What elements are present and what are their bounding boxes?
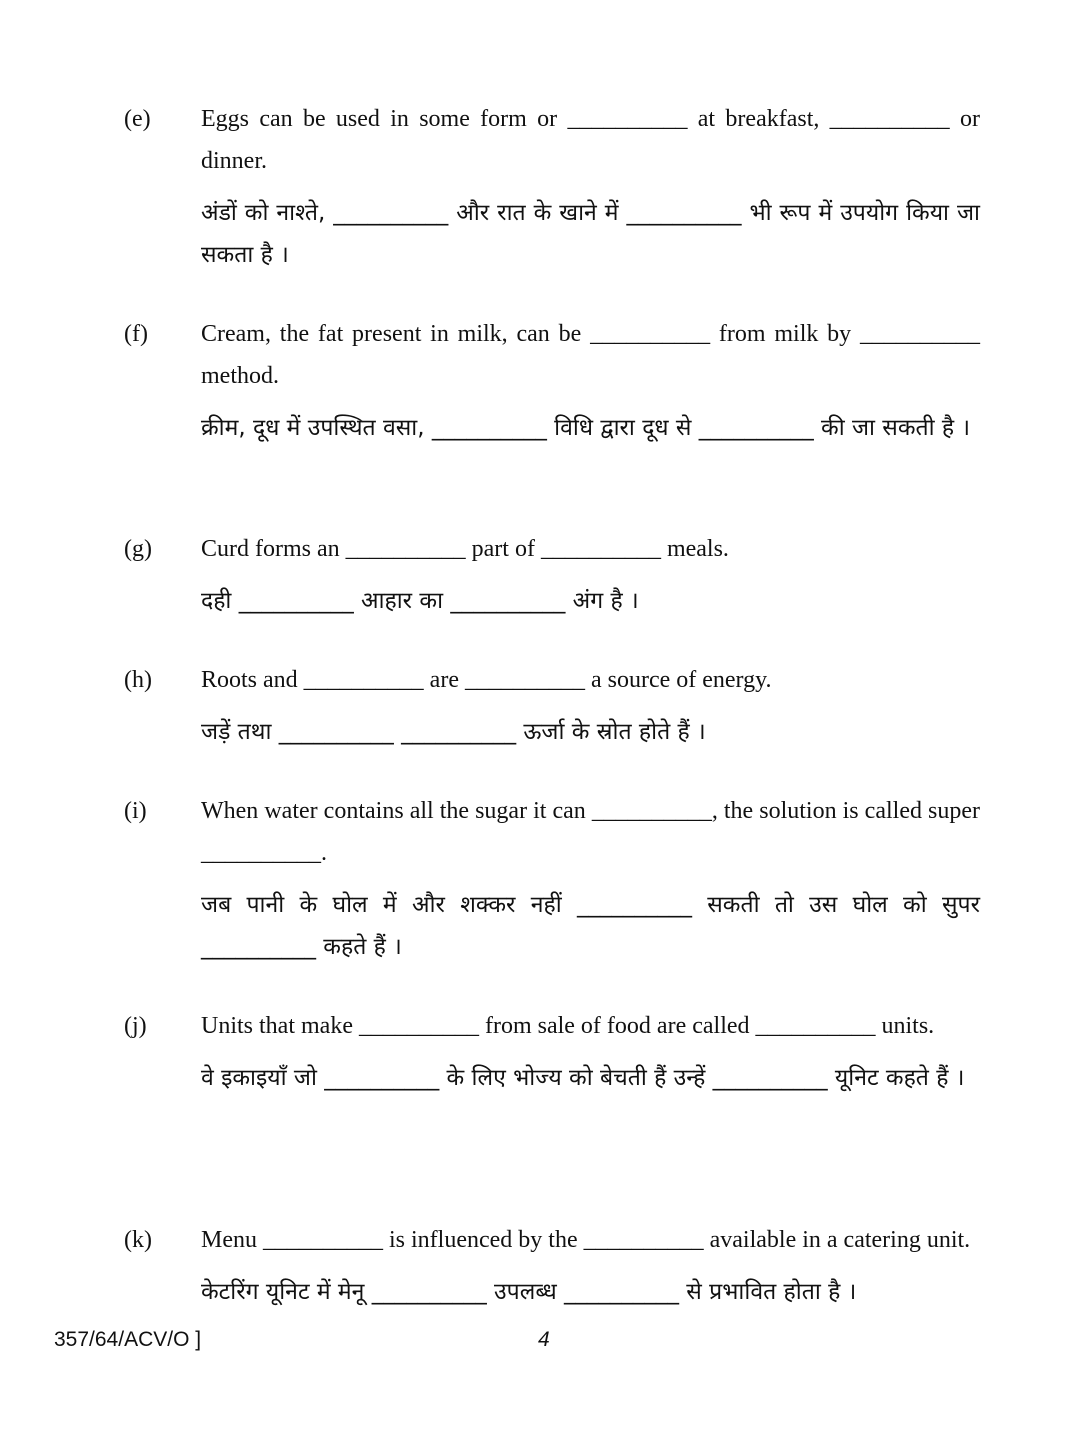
question-body (201, 98, 980, 276)
question-label: (f) (124, 321, 148, 347)
question-label: (e) (124, 106, 151, 132)
question-text-english: Eggs can be used in some form or __________ at breakfast, __________ or dinner. (201, 106, 980, 174)
question-text-hindi: अंडों को नाश्ते, __________ और रात के खाने में __________ भी रूप में उपयोग किया जा सकता है । (201, 200, 980, 268)
question-body (201, 790, 980, 968)
question-label: (h) (124, 667, 152, 693)
question-text-hindi: जड़ें तथा __________ __________ ऊर्जा के स्रोत होते हैं । (201, 719, 706, 745)
question-label: (j) (124, 1013, 147, 1039)
question-text-hindi: दही __________ आहार का __________ अंग है । (201, 588, 639, 614)
question-label: (g) (124, 536, 152, 562)
question-label: (k) (124, 1227, 152, 1253)
question-body (201, 528, 980, 622)
question-text-english: Menu __________ is influenced by the __________ available in a catering unit. (201, 1227, 971, 1253)
question-text-hindi: केटरिंग यूनिट में मेनू __________ उपलब्ध __________ से प्रभावित होता है । (201, 1279, 857, 1305)
question-body (201, 659, 980, 753)
question-text-english: Roots and __________ are __________ a source of energy. (201, 667, 772, 693)
question-text-english: Curd forms an __________ part of __________ meals. (201, 536, 729, 562)
question-body (201, 313, 980, 449)
question-text-english: Units that make __________ from sale of food are called __________ units. (201, 1013, 935, 1039)
page-number: 4 (538, 1328, 550, 1351)
question-text-english: Cream, the fat present in milk, can be __________ from milk by __________ method. (201, 321, 980, 389)
question-text-hindi: वे इकाइयाँ जो __________ के लिए भोज्य को बेचती हैं उन्हें __________ यूनिट कहते हैं । (201, 1065, 965, 1091)
question-body (201, 1219, 980, 1313)
paper-code: 357/64/ACV/O ] (54, 1328, 202, 1351)
question-text-hindi: जब पानी के घोल में और शक्कर नहीं __________ सकती तो उस घोल को सुपर __________ कहते हैं । (201, 892, 980, 960)
question-text-hindi: क्रीम, दूध में उपस्थित वसा, __________ विधि द्वारा दूध से __________ की जा सकती है । (201, 415, 971, 441)
question-text-english: When water contains all the sugar it can __________, the solution is called super __________. (201, 798, 980, 866)
question-body (201, 1005, 980, 1099)
question-label: (i) (124, 798, 147, 824)
